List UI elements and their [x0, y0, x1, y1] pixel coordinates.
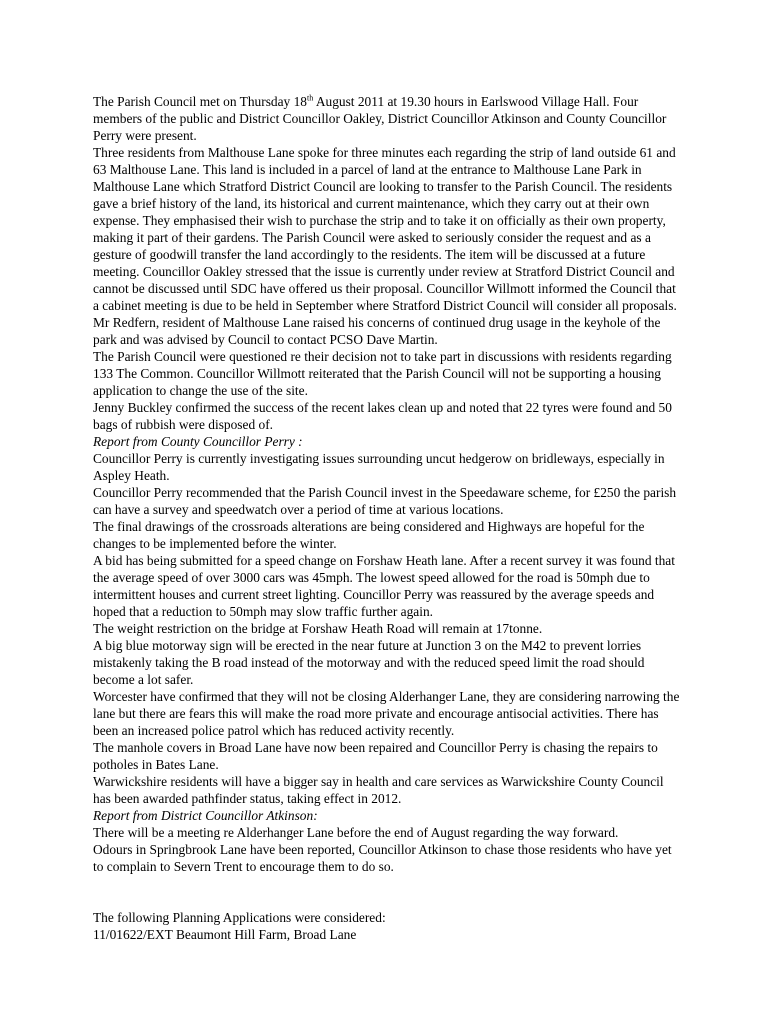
section-spacer [93, 875, 683, 909]
paragraph-the-common: The Parish Council were questioned re their decision not to take part in discussions with residents regarding 133 The Common. Councillor Willmott reiterated that the Parish Council will not be supporting a housing application to change the use of the site. [93, 349, 672, 398]
county-item: A bid has being submitted for a speed change on Forshaw Heath lane. After a recent survey it was found that the average speed of over 3000 cars was 45mph. The lowest speed allowed for the road is 50mph due to intermittent houses and current street lighting. Councillor Perry was reassured by the average speeds and hoped that a reduction to 50mph may slow traffic further again. [93, 553, 675, 619]
paragraph-lakes-clean-up: Jenny Buckley confirmed the success of the recent lakes clean up and noted that 22 tyres were found and 50 bags of rubbish were disposed of. [93, 400, 672, 432]
planning-item: 11/01622/EXT Beaumont Hill Farm, Broad Lane [93, 927, 357, 942]
paragraph-redfern: Mr Redfern, resident of Malthouse Lane raised his concerns of continued drug usage in the keyhole of the park and was advised by Council to contact PCSO Dave Martin. [93, 315, 661, 347]
county-item: A big blue motorway sign will be erected in the near future at Junction 3 on the M42 to prevent lorries mistakenly taking the B road instead of the motorway and with the reduced speed limit the road should become a lot safer. [93, 638, 645, 687]
county-item: The weight restriction on the bridge at Forshaw Heath Road will remain at 17tonne. [93, 621, 543, 636]
intro-text-start: The Parish Council met on Thursday 18 [93, 94, 307, 109]
district-item: There will be a meeting re Alderhanger Lane before the end of August regarding the way forward. [93, 825, 619, 840]
county-item: Worcester have confirmed that they will not be closing Alderhanger Lane, they are considering narrowing the lane but there are fears this will make the road more private and encourage antisocial activities. There has been an increased police patrol which has reduced activity recently. [93, 689, 680, 738]
minutes-text [93, 93, 683, 943]
county-item: Councillor Perry is currently investigating issues surrounding uncut hedgerow on bridleways, especially in Aspley Heath. [93, 451, 665, 483]
county-item: The final drawings of the crossroads alterations are being considered and Highways are hopeful for the changes to be implemented before the winter. [93, 519, 645, 551]
county-item: Councillor Perry recommended that the Parish Council invest in the Speedaware scheme, for £250 the parish can have a survey and speedwatch over a period of time at various locations. [93, 485, 677, 517]
ordinal-suffix: th [306, 93, 314, 103]
county-item: Warwickshire residents will have a bigger say in health and care services as Warwickshire County Council has been awarded pathfinder status, taking effect in 2012. [93, 774, 664, 806]
district-report-heading: Report from District Councillor Atkinson: [93, 808, 318, 823]
paragraph-malthouse-strip: Three residents from Malthouse Lane spoke for three minutes each regarding the strip of land outside 61 and 63 Malthouse Lane. This land is included in a parcel of land at the entrance to Malthouse Lane Park in Malthouse Lane which Stratford District Council are looking to transfer to the Parish Council. The residents gave a brief history of the land, its historical and current maintenance, which they carry out at their own expense. They emphasised their wish to purchase the strip and to take it on officially as their own property, making it part of their gardens. The Parish Council were asked to seriously consider the request and as a gesture of goodwill transfer the land accordingly to the residents. The item will be discussed at a future meeting. Councillor Oakley stressed that the issue is currently under review at Stratford District Council and cannot be discussed until SDC have offered us their proposal. Councillor Willmott informed the Council that a cabinet meeting is due to be held in September where Stratford District Council will consider all proposals. [93, 145, 677, 313]
planning-heading: The following Planning Applications were considered: [93, 910, 386, 925]
intro-text-end: August 2011 at 19.30 hours in Earlswood Village Hall. Four members of the public and District Councillor Oakley, District Councillor Atkinson and County Councillor Perry were present. [93, 94, 667, 143]
county-report-heading: Report from County Councillor Perry : [93, 434, 303, 449]
district-item: Odours in Springbrook Lane have been reported, Councillor Atkinson to chase those residents who have yet to complain to Severn Trent to encourage them to do so. [93, 842, 672, 874]
county-item: The manhole covers in Broad Lane have now been repaired and Councillor Perry is chasing the repairs to potholes in Bates Lane. [93, 740, 658, 772]
intro-paragraph [93, 93, 683, 144]
